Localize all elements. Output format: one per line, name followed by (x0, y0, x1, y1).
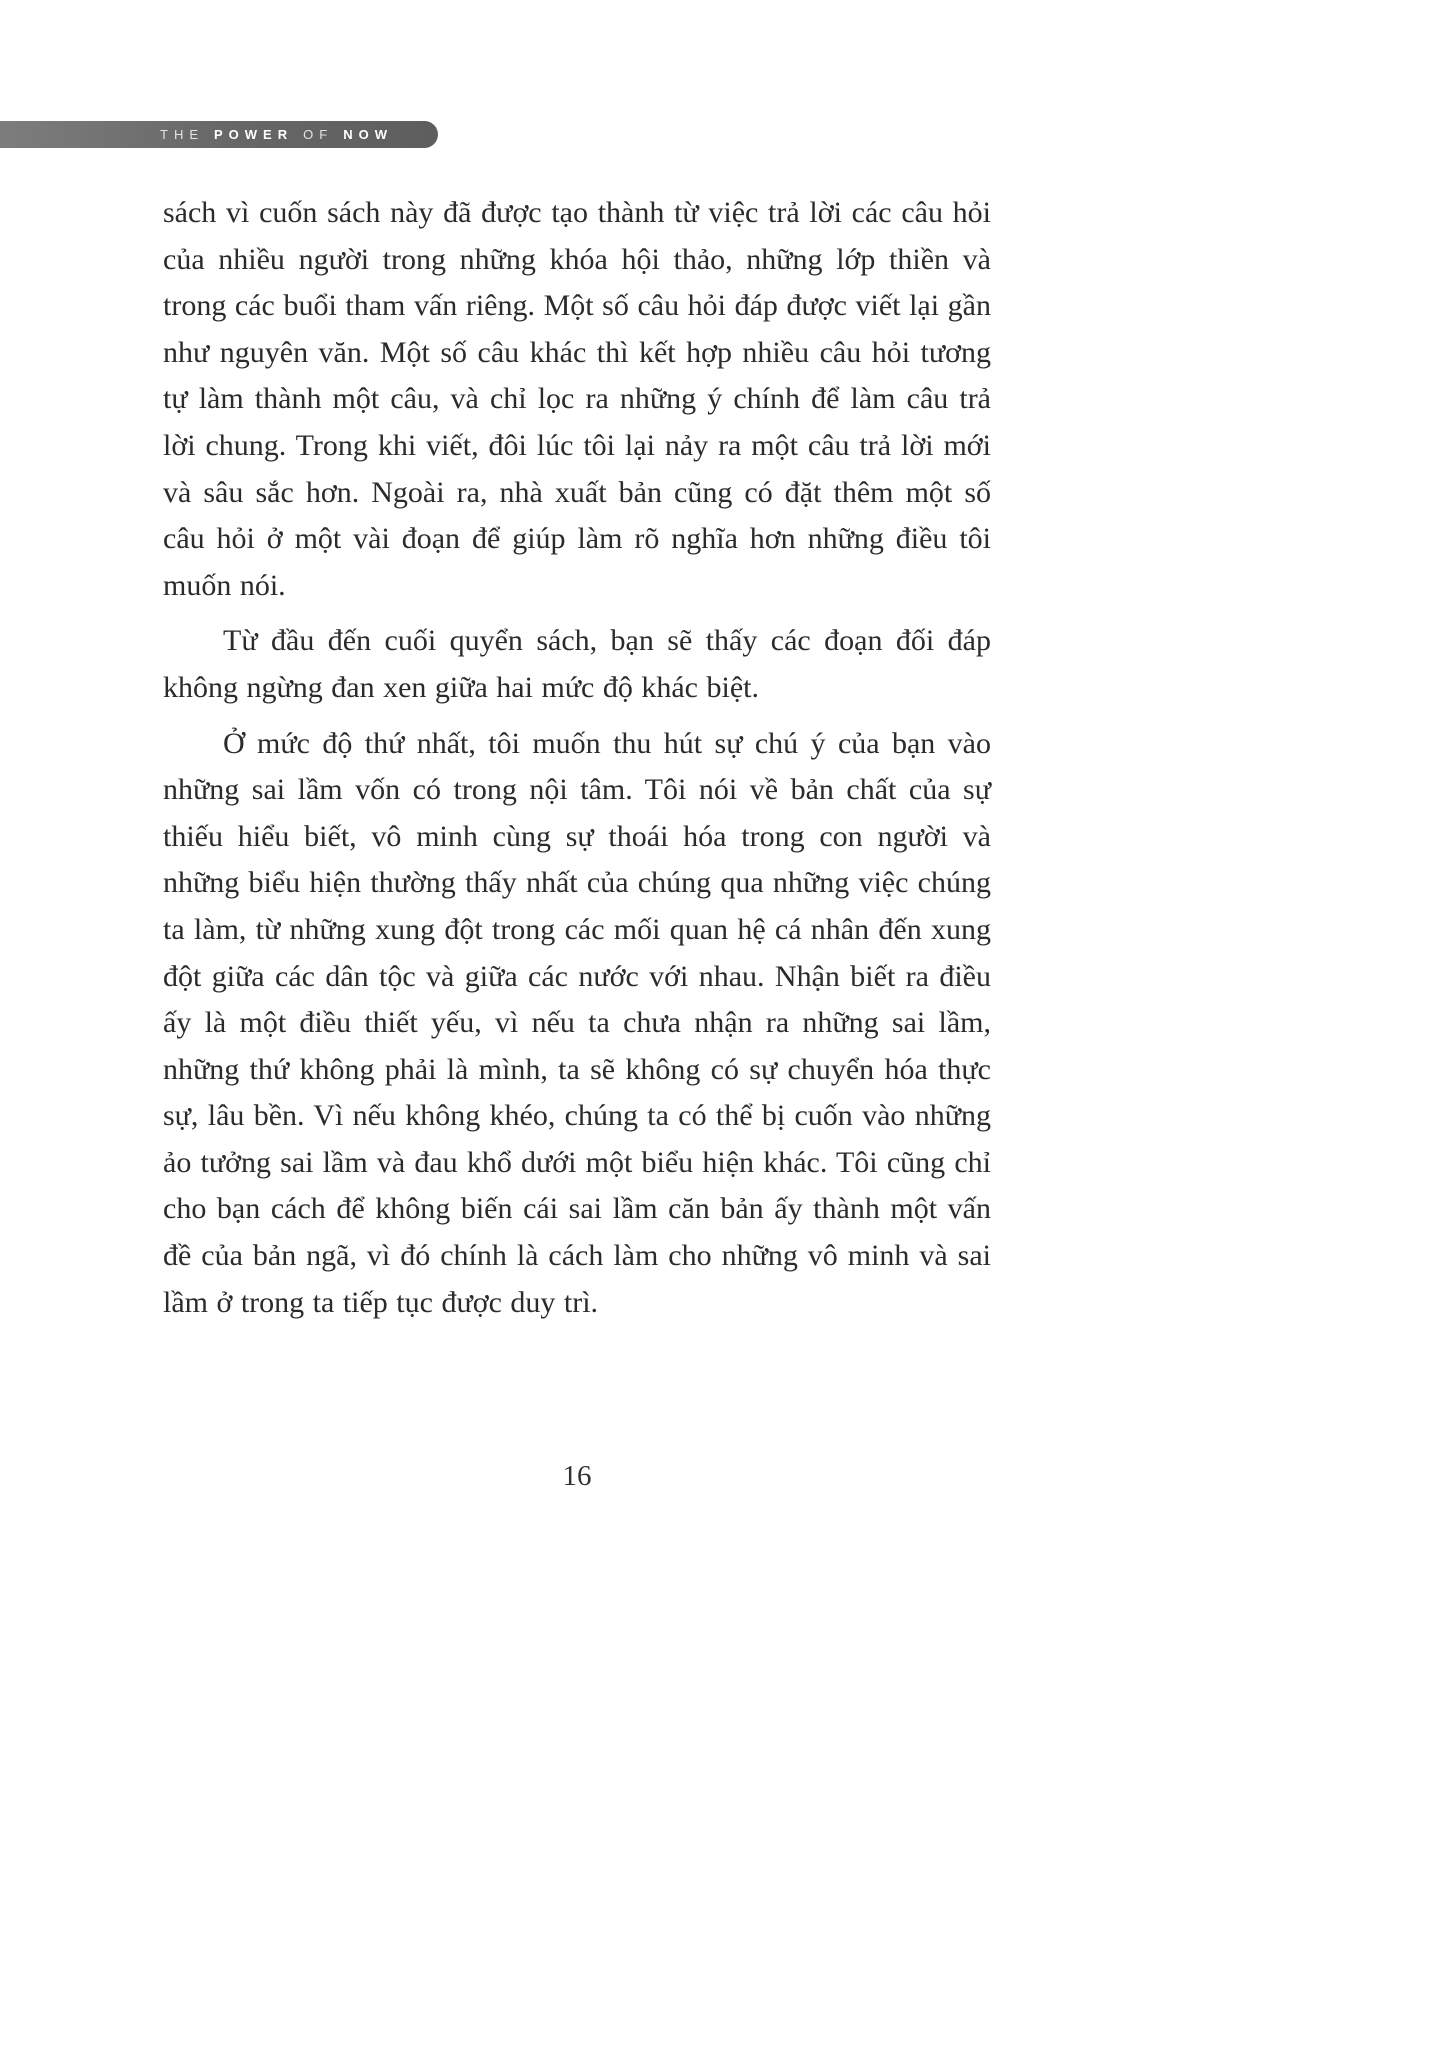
body-text-column (163, 190, 991, 1335)
running-title-word: THE (160, 127, 204, 142)
running-title-word: NOW (343, 127, 393, 142)
paragraph: Từ đầu đến cuối quyển sách, bạn sẽ thấy các đoạn đối đáp không ngừng đan xen giữa hai mức độ khác biệt. (163, 624, 991, 704)
running-title-word: OF (303, 127, 334, 142)
paragraph: sách vì cuốn sách này đã được tạo thành từ việc trả lời các câu hỏi của nhiều người trong những khóa hội thảo, những lớp thiền và trong các buổi tham vấn riêng. Một số câu hỏi đáp được viết lại gần như nguyên văn. Một số câu khác thì kết hợp nhiều câu hỏi tương tự làm thành một câu, và chỉ lọc ra những ý chính để làm câu trả lời chung. Trong khi viết, đôi lúc tôi lại nảy ra một câu trả lời mới và sâu sắc hơn. Ngoài ra, nhà xuất bản cũng có đặt thêm một số câu hỏi ở một vài đoạn để giúp làm rõ nghĩa hơn những điều tôi muốn nói. (163, 196, 991, 602)
paragraph: Ở mức độ thứ nhất, tôi muốn thu hút sự chú ý của bạn vào những sai lầm vốn có trong nội tâm. Tôi nói về bản chất của sự thiếu hiểu biết, vô minh cùng sự thoái hóa trong con người và những biểu hiện thường thấy nhất của chúng qua những việc chúng ta làm, từ những xung đột trong các mối quan hệ cá nhân đến xung đột giữa các dân tộc và giữa các nước với nhau. Nhận biết ra điều ấy là một điều thiết yếu, vì nếu ta chưa nhận ra những sai lầm, những thứ không phải là mình, ta sẽ không có sự chuyển hóa thực sự, lâu bền. Vì nếu không khéo, chúng ta có thể bị cuốn vào những ảo tưởng sai lầm và đau khổ dưới một biểu hiện khác. Tôi cũng chỉ cho bạn cách để không biến cái sai lầm căn bản ấy thành một vấn đề của bản ngã, vì đó chính là cách làm cho những vô minh và sai lầm ở trong ta tiếp tục được duy trì. (163, 726, 991, 1319)
running-title-bar (0, 121, 438, 148)
page-number: 16 (562, 1460, 592, 1492)
running-title-word: POWER (214, 127, 294, 142)
